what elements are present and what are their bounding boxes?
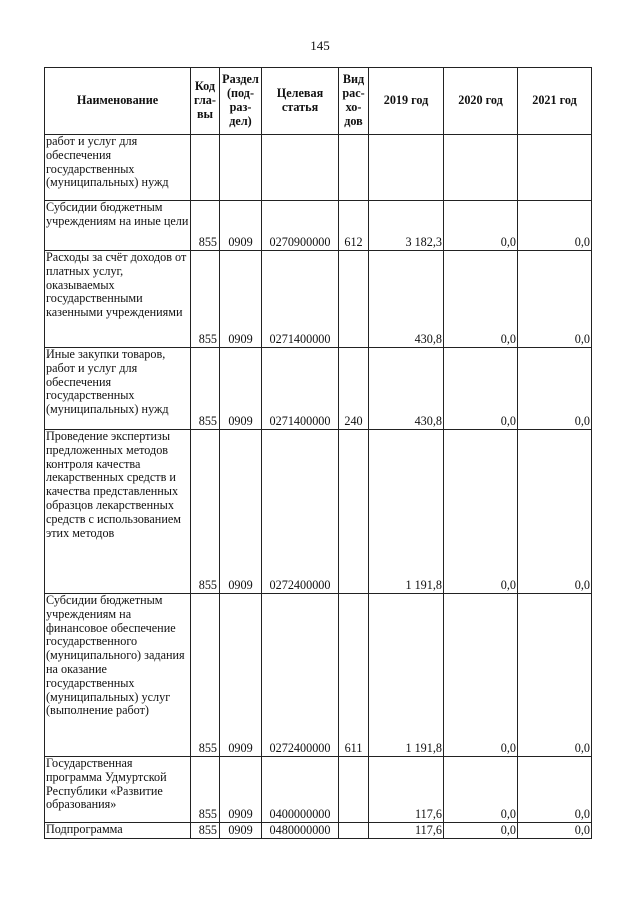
row-vid	[339, 430, 369, 594]
row-name: Подпрограмма	[45, 823, 191, 839]
table-row	[45, 348, 592, 430]
row-razdel: 0909	[220, 823, 262, 839]
row-statya: 0271400000	[262, 251, 339, 348]
table-header-row	[45, 68, 592, 135]
row-name: Субсидии бюджетным учреждениям на финансовое обеспечение государственного (муниципального) задания на оказание государственных (муниципальных) услуг (выполнение работ)	[45, 594, 191, 757]
row-2020: 0,0	[444, 201, 518, 251]
row-kod: 855	[191, 823, 220, 839]
row-2021: 0,0	[518, 251, 592, 348]
row-statya	[262, 135, 339, 201]
row-2020: 0,0	[444, 251, 518, 348]
row-kod	[191, 135, 220, 201]
header-kod-glavy: Код гла- вы	[191, 68, 220, 135]
table-row	[45, 823, 592, 839]
row-kod: 855	[191, 348, 220, 430]
row-2020: 0,0	[444, 430, 518, 594]
row-razdel: 0909	[220, 757, 262, 823]
table-row	[45, 251, 592, 348]
table-row	[45, 594, 592, 757]
row-kod: 855	[191, 594, 220, 757]
header-razdel: Раздел (под- раз- дел)	[220, 68, 262, 135]
row-kod: 855	[191, 251, 220, 348]
row-2021: 0,0	[518, 823, 592, 839]
row-vid: 240	[339, 348, 369, 430]
row-2019: 1 191,8	[369, 430, 444, 594]
row-kod: 855	[191, 430, 220, 594]
row-vid: 611	[339, 594, 369, 757]
row-name: Иные закупки товаров, работ и услуг для обеспечения государственных (муниципальных) нужд	[45, 348, 191, 430]
row-2019: 117,6	[369, 757, 444, 823]
page-number: 145	[310, 38, 330, 53]
row-kod: 855	[191, 201, 220, 251]
row-2020: 0,0	[444, 594, 518, 757]
row-2021: 0,0	[518, 201, 592, 251]
row-razdel: 0909	[220, 594, 262, 757]
row-statya: 0271400000	[262, 348, 339, 430]
row-vid	[339, 251, 369, 348]
row-kod: 855	[191, 757, 220, 823]
table-row	[45, 201, 592, 251]
table-row	[45, 757, 592, 823]
row-2019	[369, 135, 444, 201]
row-name: Субсидии бюджетным учреждениям на иные цели	[45, 201, 191, 251]
row-2021: 0,0	[518, 348, 592, 430]
header-tselevaya-statya: Целевая статья	[262, 68, 339, 135]
row-name: работ и услуг для обеспечения государственных (муниципальных) нужд	[45, 135, 191, 201]
row-vid	[339, 135, 369, 201]
row-vid: 612	[339, 201, 369, 251]
header-2019: 2019 год	[369, 68, 444, 135]
row-razdel: 0909	[220, 201, 262, 251]
table-row	[45, 430, 592, 594]
header-2020: 2020 год	[444, 68, 518, 135]
row-2021	[518, 135, 592, 201]
row-2020: 0,0	[444, 823, 518, 839]
row-statya: 0272400000	[262, 594, 339, 757]
row-razdel	[220, 135, 262, 201]
row-2020: 0,0	[444, 348, 518, 430]
header-name: Наименование	[45, 68, 191, 135]
budget-table	[44, 67, 592, 839]
row-name: Проведение экспертизы предложенных методов контроля качества лекарственных средств и качества представленных образцов лекарственных средств с использованием этих методов	[45, 430, 191, 594]
row-2019: 3 182,3	[369, 201, 444, 251]
row-2021: 0,0	[518, 594, 592, 757]
row-2020	[444, 135, 518, 201]
row-2019: 430,8	[369, 251, 444, 348]
row-2019: 430,8	[369, 348, 444, 430]
row-statya: 0270900000	[262, 201, 339, 251]
row-razdel: 0909	[220, 348, 262, 430]
row-statya: 0272400000	[262, 430, 339, 594]
row-statya: 0400000000	[262, 757, 339, 823]
header-vid-rashodov: Вид рас- хо- дов	[339, 68, 369, 135]
row-2019: 1 191,8	[369, 594, 444, 757]
row-razdel: 0909	[220, 251, 262, 348]
row-statya: 0480000000	[262, 823, 339, 839]
row-razdel: 0909	[220, 430, 262, 594]
row-vid	[339, 823, 369, 839]
header-2021: 2021 год	[518, 68, 592, 135]
row-2021: 0,0	[518, 757, 592, 823]
row-vid	[339, 757, 369, 823]
row-name: Расходы за счёт доходов от платных услуг, оказываемых государственными казенными учреждениями	[45, 251, 191, 348]
row-2019: 117,6	[369, 823, 444, 839]
row-2021: 0,0	[518, 430, 592, 594]
row-name: Государственная программа Удмуртской Республики «Развитие образования»	[45, 757, 191, 823]
row-2020: 0,0	[444, 757, 518, 823]
table-row	[45, 135, 592, 201]
